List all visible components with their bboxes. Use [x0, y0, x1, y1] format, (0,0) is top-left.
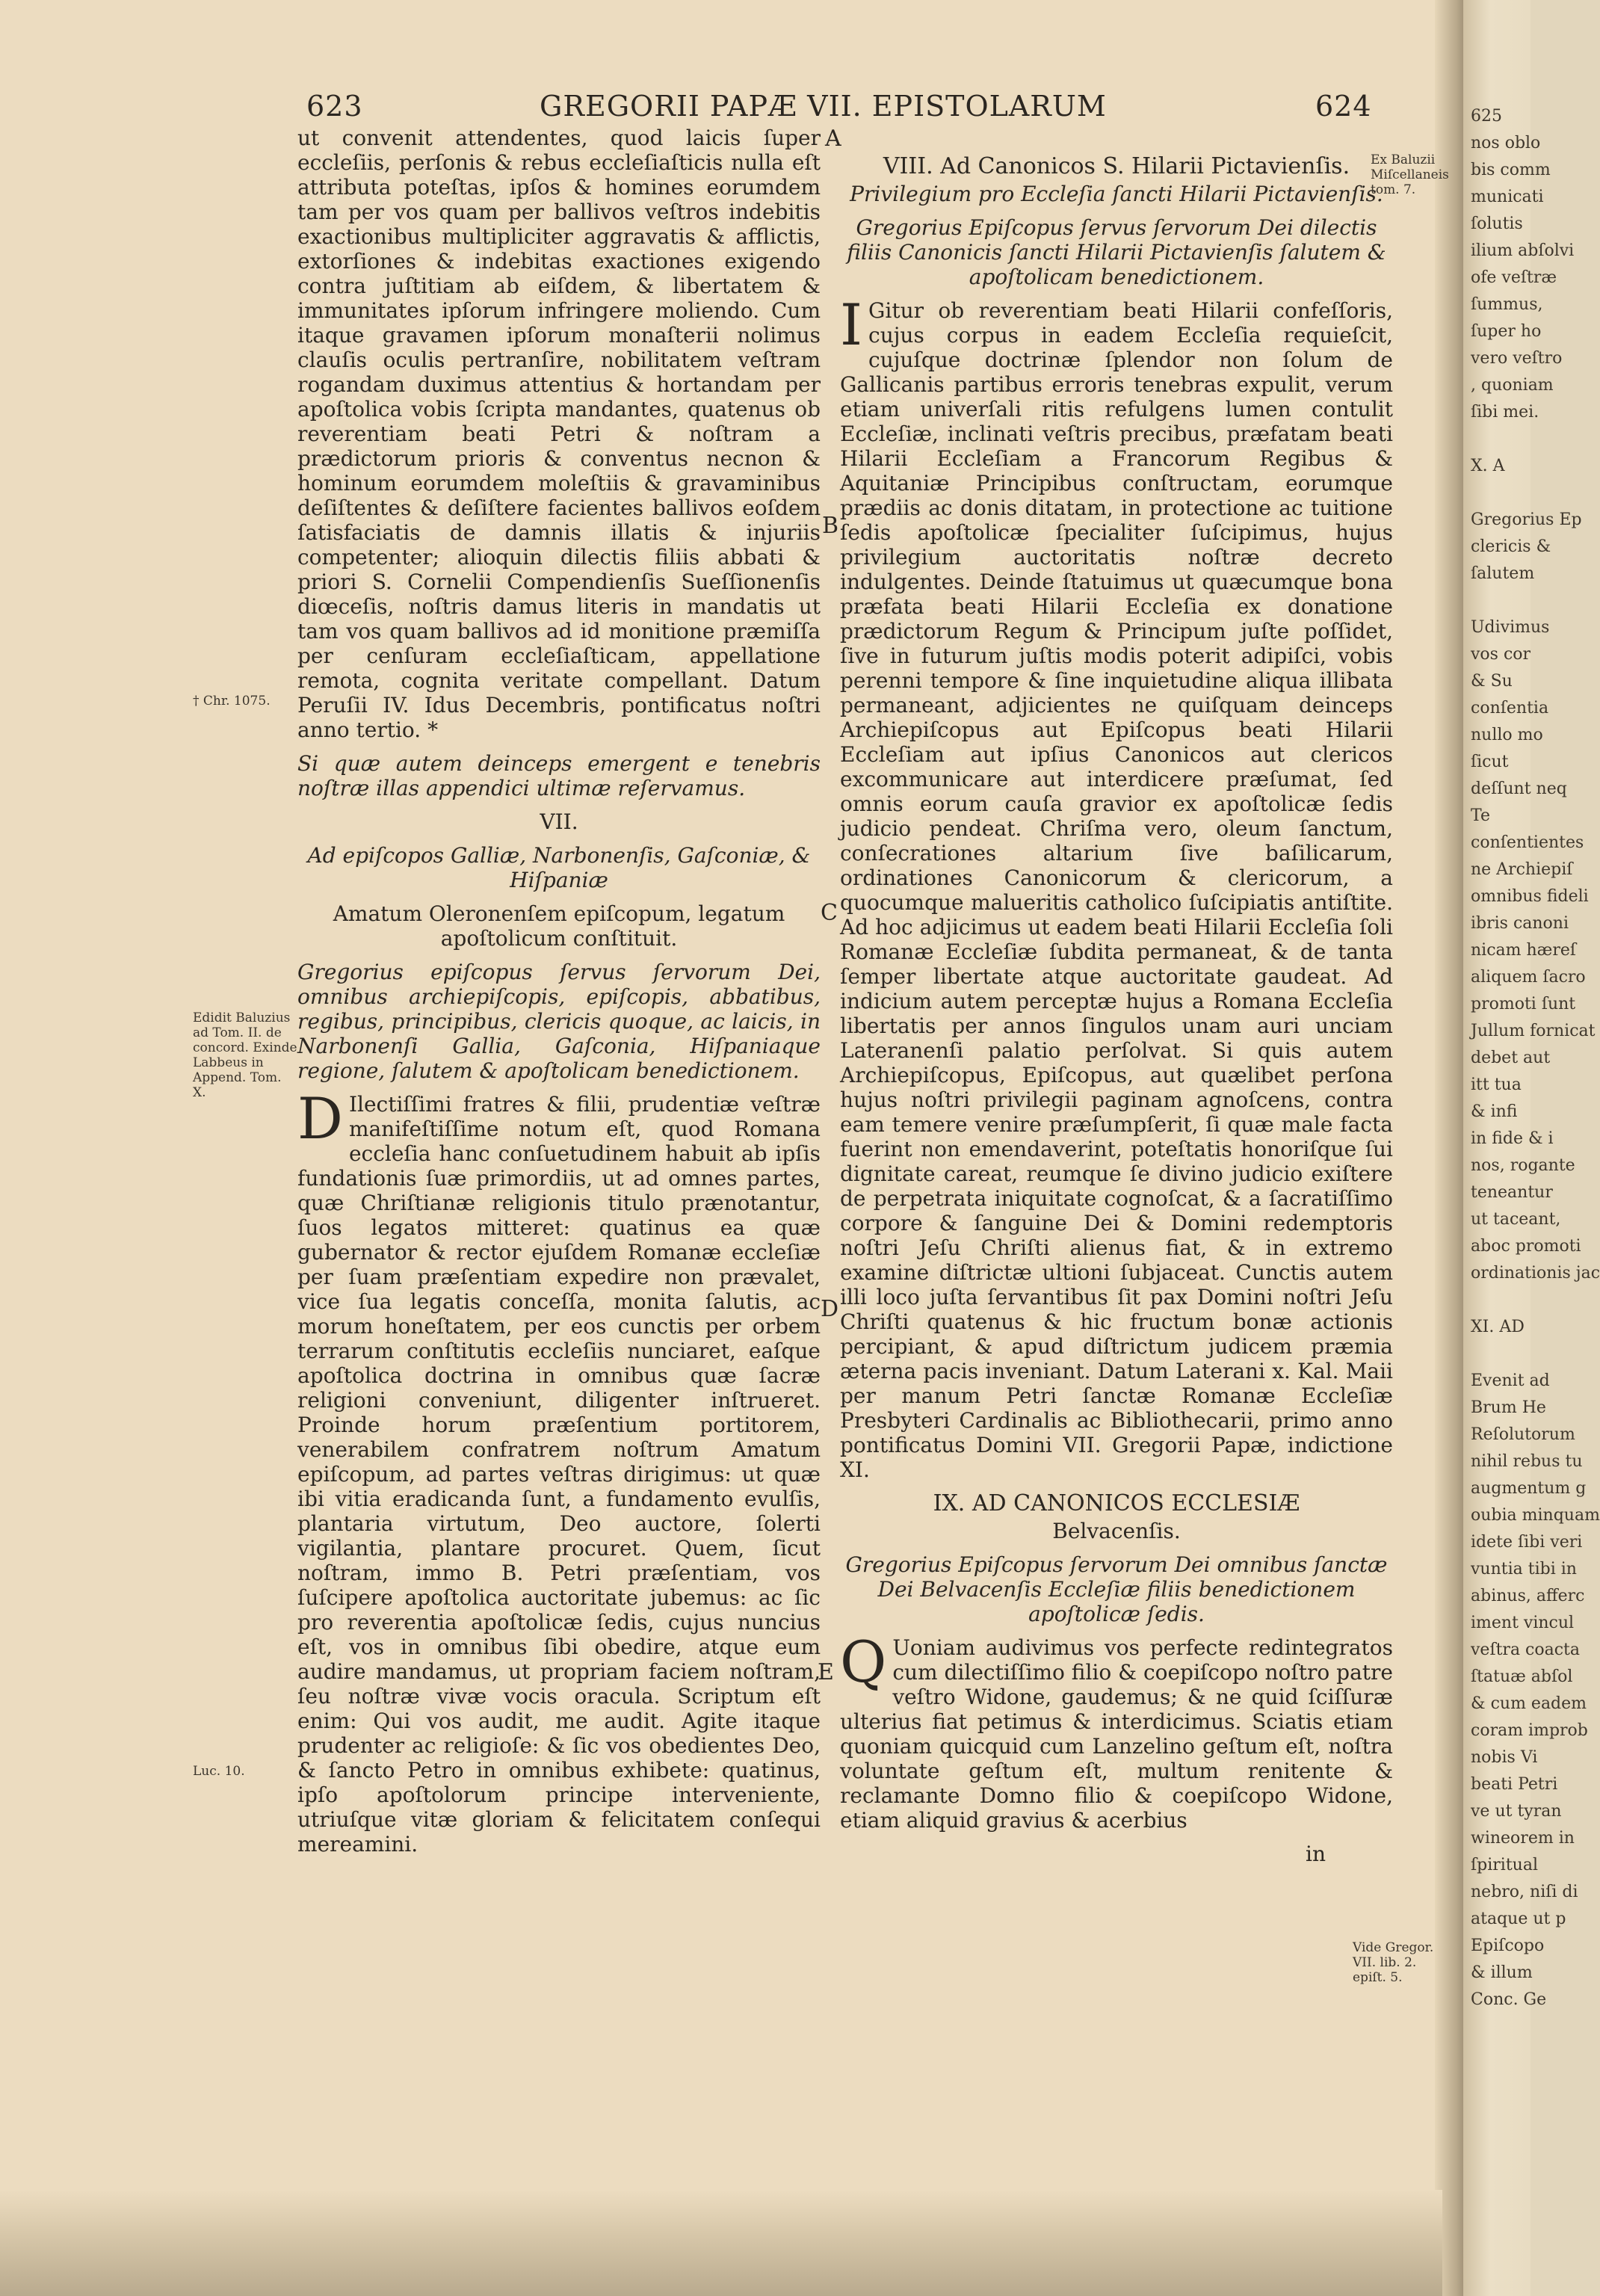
- facing-page-line: aboc promoti: [1471, 1237, 1581, 1256]
- facing-page-line: XI. AD: [1471, 1318, 1525, 1336]
- section-letter-d: D: [821, 1296, 839, 1322]
- facing-page-line: , quoniam: [1471, 376, 1554, 395]
- facing-page-line: conſentia: [1471, 699, 1549, 718]
- letter-salutation-ix: Gregorius Epiſcopus ſervorum Dei omnibus ſanctæ Dei Belvacenſis Eccleſiæ filiis benedictionem apoſtolicæ ſedis.: [845, 1552, 1388, 1626]
- margin-note-vide: Vide Gregor. VII. lib. 2. epiſt. 5.: [1353, 1940, 1434, 1985]
- section-number: VII.: [540, 809, 578, 834]
- facing-page-line: ut taceant,: [1471, 1210, 1561, 1229]
- facing-page-line: nihil rebus tu: [1471, 1452, 1583, 1471]
- letter-salutation-viii: Gregorius Epiſcopus ſervus ſervorum Dei dilectis filiis Canonicis ſancti Hilarii Pictavienſis ſalutem & apoſtolicam benedictionem.: [847, 215, 1386, 289]
- section-letter-e: E: [818, 1659, 834, 1685]
- facing-page-line: ataque ut p: [1471, 1910, 1566, 1928]
- facing-page-line: ſicut: [1471, 753, 1509, 771]
- letter-heading-ix-sub: Belvacenſis.: [1052, 1519, 1181, 1543]
- facing-page-line: veſtra coacta: [1471, 1641, 1581, 1659]
- drop-cap: D: [297, 1085, 343, 1152]
- facing-page-line: wineorem in: [1471, 1829, 1575, 1848]
- facing-page-line: 625: [1471, 107, 1502, 126]
- facing-page-line: promoti ſunt: [1471, 995, 1576, 1013]
- facing-page-line: coram improb: [1471, 1721, 1588, 1740]
- facing-page-line: & illum: [1471, 1963, 1533, 1982]
- facing-page-line: nicam hæreſ: [1471, 941, 1577, 960]
- facing-page-line: vos cor: [1471, 645, 1531, 664]
- facing-page-line: nebro, niſi di: [1471, 1883, 1578, 1901]
- facing-page-line: ſpiritual: [1471, 1856, 1538, 1874]
- facing-page-line: omnibus fideli: [1471, 887, 1589, 906]
- facing-page-line: augmentum g: [1471, 1479, 1587, 1498]
- facing-page-line: ne Archiepiſ: [1471, 860, 1573, 879]
- facing-page-line: & infi: [1471, 1102, 1518, 1121]
- facing-page-line: Te: [1471, 806, 1490, 825]
- facing-page-line: clericis &: [1471, 537, 1551, 556]
- letter-address: Ad epiſcopos Galliæ, Narbonenſis, Gaſconiæ, & Hiſpaniæ: [307, 843, 811, 892]
- facing-page-line: ordinationis jac: [1471, 1264, 1600, 1283]
- left-page-number: 623: [306, 90, 363, 123]
- facing-page-line: ofe veſtræ: [1471, 268, 1557, 287]
- facing-page-line: debet aut: [1471, 1049, 1551, 1067]
- letter-heading-ix: IX. AD CANONICOS ECCLESIÆ: [933, 1490, 1300, 1516]
- section-letter-a: A: [825, 126, 841, 152]
- facing-page-line: & cum eadem: [1471, 1694, 1587, 1713]
- facing-page-line: ſolutis: [1471, 215, 1523, 233]
- page-bottom-edge: [0, 2190, 1442, 2296]
- facing-page-line: in fide & i: [1471, 1129, 1554, 1148]
- letter-summary: Amatum Oleronenſem epiſcopum, legatum apoſtolicum conſtituit.: [333, 901, 785, 951]
- right-column: [840, 148, 1393, 1866]
- letter-body-ix-text: Uoniam audivimus vos perfecte redintegratos cum dilectiſſimo filio & coepiſcopo noſtro patre veſtro Widone, gaudemus; & ne quid ſciſſuræ ulterius fiat petimus & interdicimus. Sciatis etiam quoniam quicquid cum Lanzelino geſtum eſt, noſtra voluntate geſtum eſt, multum renitente & reclamante Domno filio & coepiſcopo Widone, etiam aliquid gravius & acerbius: [840, 1635, 1393, 1833]
- facing-page-line: Conc. Ge: [1471, 1990, 1547, 2009]
- facing-page-line: deſſunt neq: [1471, 780, 1567, 798]
- facing-page-line: nos oblo: [1471, 134, 1541, 152]
- facing-page-line: beati Petri: [1471, 1775, 1558, 1794]
- facing-page-line: Udivimus: [1471, 618, 1550, 637]
- margin-note-edidit: Edidit Baluzius ad Tom. II. de concord. Exinde Labbeus in Append. Tom. X.: [193, 1010, 297, 1100]
- facing-page-line: abinus, afferc: [1471, 1587, 1585, 1605]
- facing-page-line: ilium abſolvi: [1471, 241, 1575, 260]
- facing-page-line: Evenit ad: [1471, 1371, 1550, 1390]
- facing-page-line: nos, rogante: [1471, 1156, 1575, 1175]
- facing-page-line: itt tua: [1471, 1076, 1522, 1094]
- letter-body-text: Ilectiſſimi fratres & filii, prudentiæ veſtræ manifeſtiſſime notum eſt, quod Romana eccleſia hanc conſuetudinem habuit ab ipſis fundationis ſuæ primordiis, ut ad omnes partes, quæ Chriſtianæ religionis titulo prænotantur, ſuos legatos mitteret: quatinus ea quæ gubernator & rector ejuſdem Romanæ eccleſiæ per ſuam præſentiam expedire non prævalet, vice ſua legatis conceſſa, monita ſalutis, ac morum honeſtatem, per eos cunctis per orbem terrarum conſtitutis eccleſiis nunciaret, eaſque apoſtolica doctrina in omnibus quæ ſacræ religioni conveniunt, diligenter inſtrueret. Proinde horum præſentium portitorem, venerabilem confratrem noſtrum Amatum epiſcopum, ad partes veſtras dirigimus: ut quæ ibi vitia eradicanda ſunt, a fundamento evulſis, plantaria virtutum, Deo auctore, ſolerti vigilantia, plantare procuret. Quem, ſicut noſtram, immo B. Petri præſentiam, vos ſuſcipere apoſtolica auctoritate jubemus: ac ſic pro reverentia apoſtolicæ ſedis, cujus nuncius eſt, vos in omnibus ſibi obedire, atque eum audire mandamus, ut propriam faciem noſtram, ſeu noſtræ vivæ vocis oracula. Scriptum eſt enim: Qui vos audit, me audit. Agite itaque prudenter ac religioſe: & ſic vos obedientes Deo, & ſancto Petro in omnibus exhibete: quatinus, ipſo apoſtolorum principe interveniente, utriuſque vitæ gloriam & felicitatem conſequi mereamini.: [297, 1092, 821, 1857]
- facing-page-line: nullo mo: [1471, 726, 1543, 744]
- margin-note-baluzius: Ex Baluzii Miſcellaneis tom. 7.: [1371, 152, 1449, 197]
- drop-cap-ix: Q: [840, 1629, 887, 1695]
- facing-page-line: ſuper ho: [1471, 322, 1542, 341]
- facing-page-line: ſalutem: [1471, 564, 1535, 583]
- drop-cap-viii: I: [840, 291, 863, 358]
- facing-page-line: nobis Vi: [1471, 1748, 1538, 1767]
- margin-note-chronology: † Chr. 1075.: [193, 694, 271, 709]
- facing-page-line: municati: [1471, 188, 1544, 206]
- facing-page-line: teneantur: [1471, 1183, 1553, 1202]
- facing-page-line: conſentientes: [1471, 833, 1584, 852]
- facing-page-line: Jullum fornicat: [1471, 1022, 1596, 1040]
- facing-page-line: ibris canoni: [1471, 914, 1569, 933]
- facing-page-line: vero veſtro: [1471, 349, 1563, 368]
- facing-page-line: Epiſcopo: [1471, 1937, 1545, 1955]
- facing-page-line: bis comm: [1471, 161, 1551, 179]
- facing-page-line: ve ut tyran: [1471, 1802, 1562, 1821]
- facing-page-line: ſibi mei.: [1471, 403, 1539, 422]
- section-letter-b: B: [822, 513, 839, 539]
- letter-heading-viii: VIII. Ad Canonicos S. Hilarii Pictavienſis.: [883, 153, 1350, 179]
- letter-body-viii: [840, 291, 1393, 1482]
- facing-page-line: Gregorius Ep: [1471, 510, 1582, 529]
- facing-page-line: oubia minquam: [1471, 1506, 1600, 1525]
- facing-page-line: Reſolutorum: [1471, 1425, 1575, 1444]
- margin-note-luke: Luc. 10.: [193, 1764, 245, 1779]
- letter-continuation: ut convenit attendentes, quod laicis ſuper eccleſiis, perſonis & rebus eccleſiaſticis nulla eſt attributa poteſtas, ipſos & homines eorumdem tam per vos quam per ballivos veſtros indebitis exactionibus multipliciter aggravatis & afflictis, extorſiones & indebitas exactiones exigendo contra juſtitiam ab eiſdem, & libertatem & immunitates ipſorum infringere moliendo. Cum itaque gravamen ipſorum monaſterii nolimus clauſis oculis pertranſire, nobilitatem veſtram rogandam duximus attentius & hortandam per apoſtolica vobis ſcripta mandantes, quatenus ob reverentiam beati Petri & noſtram a prædictorum prioris & conventus necnon & hominum eorumdem moleſtiis & gravaminibus deſiſtentes & deſiſtere facientes ballivos eoſdem ſatisfaciatis de damnis illatis & injuriis competenter; alioquin dilectis filiis abbati & priori S. Cornelii Compendienſis Sueſſionenſis diœceſis, noſtris damus literis in mandatis ut tam vos quam ballivos ad id monitione præmiſſa per cenſuram eccleſiaſticam, appellatione remota, cognita veritate compellant. Datum Peruſii IV. Idus Decembris, pontificatus noſtri anno tertio. *: [297, 126, 821, 742]
- letter-body: [297, 1085, 821, 1857]
- facing-page-line: Brum He: [1471, 1398, 1546, 1417]
- letter-body-ix: [840, 1629, 1393, 1833]
- facing-page-line: ſtatuæ abſol: [1471, 1667, 1573, 1686]
- facing-page-line: X. A: [1471, 457, 1505, 475]
- letter-salutation: Gregorius epiſcopus ſervus ſervorum Dei, omnibus archiepiſcopis, epiſcopis, abbatibus, regibus, principibus, clericis quoque, ac laicis, in Narbonenſi Gallia, Gaſconia, Hiſpaniaque regione, ſalutem & apoſtolicam benedictionem.: [297, 960, 821, 1083]
- facing-page-line: vuntia tibi in: [1471, 1560, 1577, 1578]
- running-title: GREGORII PAPÆ VII. EPISTOLARUM: [540, 90, 1107, 123]
- facing-page-line: & Su: [1471, 672, 1513, 691]
- facing-page-line: aliquem ſacro: [1471, 968, 1586, 987]
- facing-page-line: ſummus,: [1471, 295, 1543, 314]
- facing-page-line: idete ſibi veri: [1471, 1533, 1583, 1552]
- catchword: in: [1306, 1842, 1326, 1866]
- privilegium-title: Privilegium pro Eccleſia ſancti Hilarii Pictavienſis.: [850, 182, 1383, 206]
- editorial-note: Si quæ autem deinceps emergent e tenebris noſtræ illas appendici ultimæ reſervamus.: [297, 751, 821, 800]
- facing-page-line: iment vincul: [1471, 1614, 1575, 1632]
- right-page-number: 624: [1315, 90, 1372, 123]
- letter-body-viii-text: Gitur ob reverentiam beati Hilarii confeſſoris, cujus corpus in eadem Eccleſia requieſcit, cujuſque doctrinæ ſplendor non ſolum de Gallicanis partibus erroris tenebras expulit, verum etiam univerſali ritis refulgens lumen contulit Eccleſiæ, inclinati veſtris precibus, præfatam beati Hilarii Eccleſiam a Francorum Regibus & Aquitaniæ Principibus conſtructam, eorumque prædiis ac donis ditatam, in protectione ac tuitione ſedis apoſtolicæ ſpecialiter ſuſcipimus, hujus privilegium auctoritatis noſtræ decreto indulgentes. Deinde ſtatuimus ut quæcumque bona præfata beati Hilarii Eccleſia ex donatione prædictorum Regum & Principum juſte poſſidet, ſive in futurum juſtis modis poterit adipiſci, vobis perenni tempore & ſine inquietudine aliqua illibata permaneant, adjicientes ne quiſquam deinceps Archiepiſcopus aut Epiſcopus beati Hilarii Eccleſiam aut ipſius Canonicos aut clericos excommunicare aut interdicere præſumat, ſed omnis eorum cauſa gravior ex apoſtolicæ ſedis judicio pendeat. Chriſma vero, oleum ſanctum, conſecrationes altarium ſive baſilicarum, ordinationes Canonicorum & clericorum, a quocumque malueritis catholico ſuſcipiatis antiſtite. Ad hoc adjicimus ut eadem beati Hilarii Eccleſia ſoli Romanæ Eccleſiæ ſubdita permaneat, & de tanta ſemper libertate atque auctoritate gaudeat. Ad indicium autem perceptæ hujus a Romana Eccleſia libertatis per annos ſingulos unam auri unciam Lateranenſi palatio perſolvat. Si quis autem Archiepiſcopus, Epiſcopus, aut quælibet perſona hujus noſtri privilegii paginam agnoſcens, contra eam temere venire præſumpſerit, ſi quæ male facta fuerint non emendaverint, poteſtatis honoriſque ſui dignitate careat, reumque ſe divino judicio exiſtere de perpetrata iniquitate cognoſcat, & a ſacratiſſimo corpore & ſanguine Dei & Domini redemptoris noſtri Jeſu Chriſti alienus fiat, & in extremo examine diſtrictæ ultioni ſubjaceat. Cunctis autem illi loco juſta ſervantibus ſit pax Domini noſtri Jeſu Chriſti quatenus & hic fructum bonæ actionis percipiant, & apud diſtrictum judicem præmia æterna pacis inveniant. Datum Laterani x. Kal. Maii per manum Petri ſanctæ Romanæ Eccleſiæ Presbyteri Cardinalis ac Bibliothecarii, primo anno pontificatus Domini VII. Gregorii Papæ, indictione XI.: [840, 298, 1393, 1482]
- left-column: [297, 126, 821, 1866]
- section-letter-c: C: [821, 900, 838, 926]
